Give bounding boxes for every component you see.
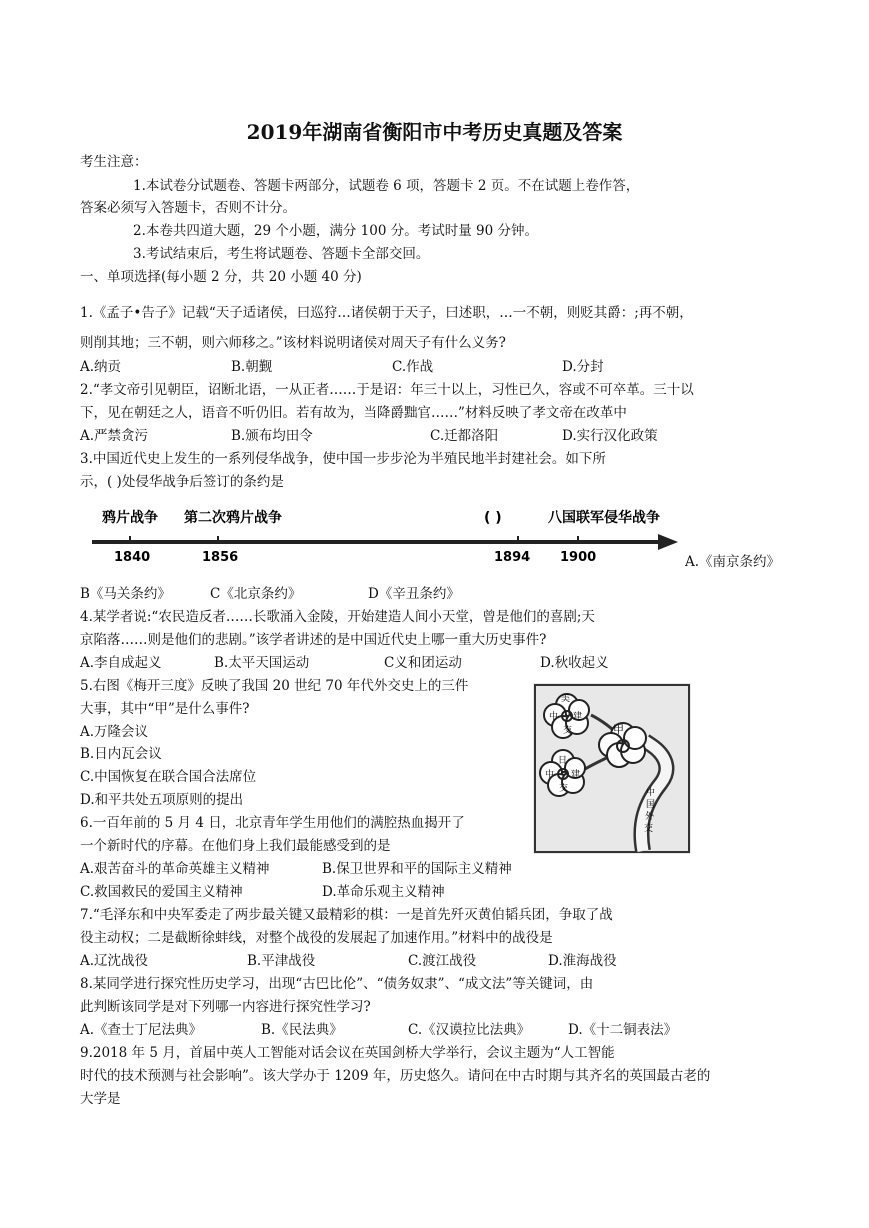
section-heading: 一、单项选择(每小题 2 分，共 20 小题 40 分) — [80, 269, 362, 285]
flower-jia-label: 甲 — [613, 723, 624, 736]
q3-timeline — [88, 500, 688, 570]
q7-option-a[interactable]: A.辽沈战役 — [80, 953, 149, 969]
q2-option-d[interactable]: D.实行汉化政策 — [562, 428, 658, 444]
svg-text:中: 中 — [545, 770, 555, 780]
q5-option-c[interactable]: C.中国恢复在联合国合法席位 — [80, 769, 257, 785]
q9-stem: 9.2018 年 5 月，首届中英人工智能对话会议在英国剑桥大学举行，会议主题为“人工智能 — [80, 1045, 615, 1061]
q7-option-d[interactable]: D.淮海战役 — [548, 953, 617, 969]
q1-stem-cont: 则削其地；三不朝，则六师移之。”该材料说明诸侯对周天子有什么义务? — [80, 335, 506, 351]
q6-stem: 6.一百年前的 5 月 4 日，北京青年学生用他们的满腔热血揭开了 — [80, 815, 465, 831]
q6-option-c[interactable]: C.救国救民的爱国主义精神 — [80, 884, 243, 900]
q3-option-b[interactable]: B《马关条约》 — [80, 586, 171, 602]
svg-text:交: 交 — [563, 726, 573, 736]
q4-option-d[interactable]: D.秋收起义 — [540, 655, 609, 671]
page-title: 2019年湖南省衡阳市中考历史真题及答案 — [246, 120, 623, 144]
q8-option-b[interactable]: B.《民法典》 — [261, 1022, 343, 1038]
q6-option-a[interactable]: A.艰苦奋斗的革命英雄主义精神 — [80, 861, 270, 877]
timeline-axis — [92, 540, 660, 544]
q4-stem: 4.某学者说:“农民造反者……长歌涌入金陵，开始建造人间小天堂，曾是他们的喜剧;天 — [80, 609, 595, 625]
q1-stem: 1.《孟子•告子》记载“天子适诸侯，曰巡狩…诸侯朝于天子，曰述职，…一不朝，则贬其爵：;再不朝， — [80, 305, 693, 321]
q4-stem-cont: 京陷落……则是他们的悲剧。”该学者讲述的是中国近代史上哪一重大历史事件? — [80, 632, 547, 648]
year-1856: 1856 — [202, 550, 239, 565]
notice-item2: 2.本卷共四道大题，29 个小题，满分 100 分。考试时量 90 分钟。 — [133, 223, 538, 239]
q5-option-d[interactable]: D.和平共处五项原则的提出 — [80, 792, 244, 808]
branch-label-2: 国 — [646, 800, 656, 810]
timeline-war-opium: 鸦片战争 — [102, 510, 158, 526]
q1-option-b[interactable]: B.朝觐 — [231, 359, 273, 375]
q8-option-a[interactable]: A.《查士丁尼法典》 — [80, 1022, 203, 1038]
year-1900: 1900 — [560, 550, 597, 565]
q2-stem: 2.“孝文帝引见朝臣，诏断北语，一从正者……于是诏：年三十以上，习性已久，容或不可卒革。三十以 — [80, 382, 694, 398]
q3-stem-cont: 示，( )处侵华战争后签订的条约是 — [80, 474, 284, 490]
notice-heading: 考生注意： — [80, 154, 148, 170]
notice-item1-cont: 答案必须写入答题卡，否则不计分。 — [80, 200, 296, 216]
svg-text:建: 建 — [571, 770, 581, 780]
year-1894: 1894 — [494, 550, 531, 565]
q1-option-a[interactable]: A.纳贡 — [80, 359, 122, 375]
q1-option-c[interactable]: C.作战 — [392, 359, 434, 375]
q8-option-d[interactable]: D.《十二铜表法》 — [568, 1022, 678, 1038]
q6-option-b[interactable]: B.保卫世界和平的国际主义精神 — [322, 861, 512, 877]
q4-option-a[interactable]: A.李自成起义 — [80, 655, 162, 671]
q7-option-c[interactable]: C.渡江战役 — [408, 953, 477, 969]
q8-stem: 8.某同学进行探究性历史学习，出现“古巴比伦”、“债务奴隶”、“成文法”等关键词，由 — [80, 976, 594, 992]
q7-stem-cont: 役主动权；二是截断徐蚌线，对整个战役的发展起了加速作用。”材料中的战役是 — [80, 930, 553, 946]
q6-stem-cont: 一个新时代的序幕。在他们身上我们最能感受到的是 — [80, 838, 391, 854]
notice-item1: 1.本试卷分试题卷、答题卡两部分，试题卷 6 项，答题卡 2 页。不在试题上卷作答， — [133, 178, 640, 194]
timeline-arrow-icon — [658, 534, 678, 550]
q5-stem: 5.右图《梅开三度》反映了我国 20 世纪 70 年代外交史上的三件 — [80, 678, 469, 694]
q5-option-b[interactable]: B.日内瓦会议 — [80, 746, 162, 762]
svg-text:建: 建 — [573, 712, 583, 722]
q1-option-d[interactable]: D.分封 — [562, 359, 604, 375]
q2-option-a[interactable]: A.严禁贪污 — [80, 428, 149, 444]
q9-stem-cont: 时代的技术预测与社会影响”。该大学办于 1209 年，历史悠久。请问在中古时期与其齐名的英国最古老的 — [80, 1068, 711, 1084]
timeline-war-eight-nation: 八国联军侵华战争 — [548, 510, 660, 526]
q2-stem-cont: 下，见在朝廷之人，语音不听仍旧。若有故为，当降爵黜官……”材料反映了孝文帝在改革中 — [80, 405, 627, 421]
q7-stem: 7.“毛泽东和中央军委走了两步最关键又最精彩的棋：一是首先歼灭黄伯韬兵团，争取了战 — [80, 907, 613, 923]
svg-text:交: 交 — [559, 784, 569, 794]
q2-option-b[interactable]: B.颁布均田令 — [231, 428, 313, 444]
q3-option-d[interactable]: D《辛丑条约》 — [368, 586, 460, 602]
q7-option-b[interactable]: B.平津战役 — [247, 953, 316, 969]
svg-text:中: 中 — [549, 712, 559, 722]
timeline-war-blank: ( ) — [484, 510, 502, 526]
q5-stem-cont: 大事，其中“甲”是什么事件? — [80, 701, 250, 717]
notice-item3: 3.考试结束后，考生将试题卷、答题卡全部交回。 — [133, 246, 430, 262]
q6-option-d[interactable]: D.革命乐观主义精神 — [322, 884, 445, 900]
svg-text:日: 日 — [558, 756, 568, 766]
year-1840: 1840 — [114, 550, 151, 565]
q3-option-c[interactable]: C《北京条约》 — [210, 586, 302, 602]
q8-stem-cont: 此判断该同学是对下列哪一内容进行探究性学习? — [80, 999, 371, 1015]
branch-label-3: 外 — [645, 812, 655, 822]
svg-text:美: 美 — [561, 694, 571, 704]
q3-stem: 3.中国近代史上发生的一系列侵华战争，使中国一步步沦为半殖民地半封建社会。如下所 — [80, 451, 606, 467]
q8-option-c[interactable]: C.《汉谟拉比法典》 — [408, 1022, 531, 1038]
q5-option-a[interactable]: A.万隆会议 — [80, 724, 149, 740]
q4-option-c[interactable]: C义和团运动 — [384, 655, 462, 671]
branch-label-4: 交 — [644, 824, 654, 834]
plum-blossom-figure — [533, 683, 691, 854]
q9-stem-cont2: 大学是 — [80, 1091, 121, 1107]
timeline-war-second-opium: 第二次鸦片战争 — [184, 510, 282, 526]
branch-label-1: 中 — [646, 788, 656, 798]
q2-option-c[interactable]: C.迁都洛阳 — [430, 428, 499, 444]
q4-option-b[interactable]: B.太平天国运动 — [214, 655, 310, 671]
q3-option-a[interactable]: A.《南京条约》 — [685, 554, 781, 570]
